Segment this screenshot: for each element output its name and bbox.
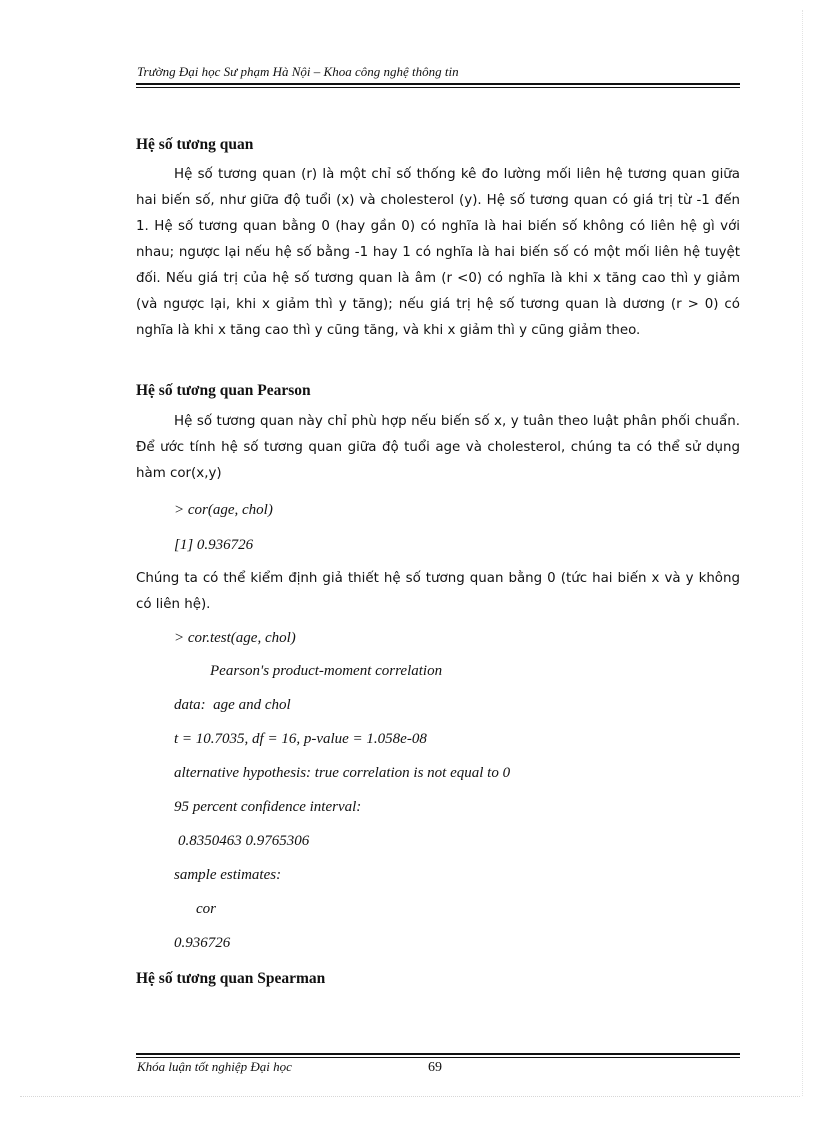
code-line: > cor.test(age, chol) — [174, 630, 296, 646]
heading-pearson: Hệ số tương quan Pearson — [136, 382, 311, 399]
code-output: sample estimates: — [174, 867, 282, 883]
code-output: alternative hypothesis: true correlation is not equal to 0 — [174, 765, 511, 781]
code-output: cor — [196, 901, 216, 917]
code-line: > cor(age, chol) — [174, 502, 273, 518]
paragraph-pearson-text: Hệ số tương quan này chỉ phù hợp nếu biến số x, y tuân theo luật phân phối chuẩn. Để ước tính hệ số tương quan giữa độ tuổi age và cholesterol, chúng ta có thể sử dụng hàm cor(x,y) — [136, 414, 740, 481]
code-output: [1] 0.936726 — [174, 537, 254, 553]
paragraph-correlation-text: Hệ số tương quan (r) là một chỉ số thống kê đo lường mối liên hệ tương quan giữa hai biến số, như giữa độ tuổi (x) và cholesterol (y). Hệ số tương quan có giá trị từ -1 đến 1. Hệ số tương quan bằng 0 (hay gần 0) có nghĩa là hai biến số không có liên hệ gì với nhau; ngược lại nếu hệ số bằng -1 hay 1 có nghĩa là hai biến số có một mối liên hệ tuyệt đối. Nếu giá trị của hệ số tương quan là âm (r <0) có nghĩa là khi x tăng cao thì y giảm (và ngược lại, khi x giảm thì y tăng); nếu giá trị hệ số tương quan là dương (r > 0) có nghĩa là khi x tăng cao thì y cũng tăng, và khi x giảm thì y cũng giảm theo. — [136, 167, 740, 338]
page-number: 69 — [428, 1060, 442, 1075]
paragraph-correlation — [136, 162, 740, 344]
code-output: 0.936726 — [174, 935, 231, 951]
code-output: 95 percent confidence interval: — [174, 799, 362, 815]
page-edge-right — [802, 10, 803, 1096]
code-output: t = 10.7035, df = 16, p-value = 1.058e-08 — [174, 731, 427, 747]
header-rule — [136, 83, 740, 88]
running-footer: Khóa luận tốt nghiệp Đại học — [137, 1059, 292, 1074]
code-output: 0.8350463 0.9765306 — [178, 833, 310, 849]
footer-rule — [136, 1053, 740, 1058]
heading-correlation: Hệ số tương quan — [136, 136, 254, 153]
paragraph-test-text: Chúng ta có thể kiểm định giả thiết hệ số tương quan bằng 0 (tức hai biến x và y không có liên hệ). — [136, 571, 740, 612]
code-output: data: age and chol — [174, 697, 291, 713]
paragraph-pearson — [136, 409, 740, 487]
page-edge-bottom — [20, 1096, 800, 1097]
code-output: Pearson's product-moment correlation — [210, 663, 443, 679]
paragraph-test — [136, 566, 740, 618]
heading-spearman: Hệ số tương quan Spearman — [136, 970, 326, 987]
running-header: Trường Đại học Sư phạm Hà Nội – Khoa công nghệ thông tin — [137, 64, 459, 79]
